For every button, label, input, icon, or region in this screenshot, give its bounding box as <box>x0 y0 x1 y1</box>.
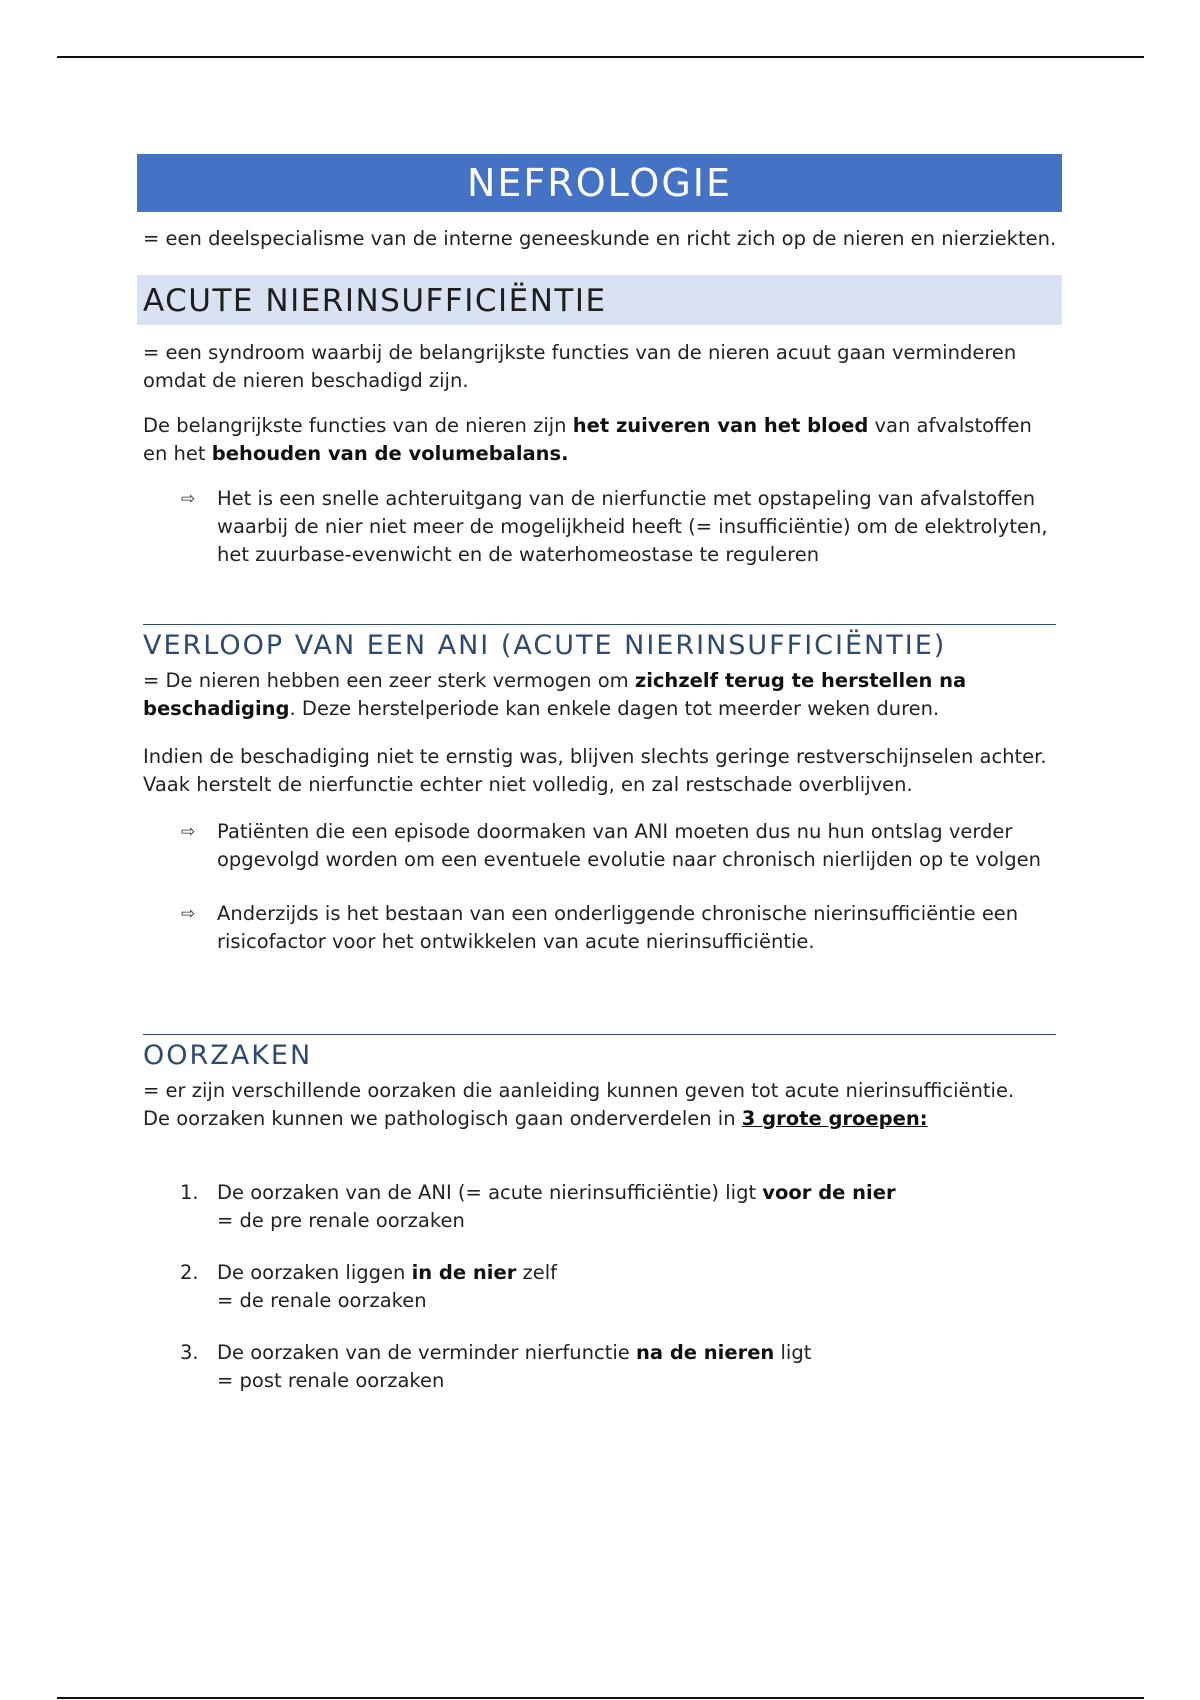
bold-volume-balance: behouden van de volumebalans. <box>211 442 569 465</box>
arrow-right-outline-icon: ⇨ <box>181 489 196 509</box>
arrow-list-item: ⇨ Patiënten die een episode doormaken van ANI moeten dus nu hun ontslag verder opgevolgd worden om een eventuele evolutie naar chronisch nierlijden op te volgen <box>181 818 1062 874</box>
verloop-paragraph-2: Indien de beschadiging niet te ernstig was, blijven slechts geringe restverschijnselen achter. Vaak herstelt de nierfunctie echter niet volledig, en zal restschade overblijven. <box>143 745 1047 796</box>
bold-self-repair: zichzelf terug te herstellen na beschadiging <box>143 669 967 720</box>
arrow-list-item: ⇨ Het is een snelle achteruitgang van de nierfunctie met opstapeling van afvalstoffen waarbij de nier niet meer de mogelijkheid heeft (= insufficiëntie) om de elektrolyten, het zuurbase-evenwicht en de waterhomeostase te reguleren <box>181 485 1062 569</box>
top-page-rule <box>57 56 1144 58</box>
list-number: 2. <box>180 1261 199 1284</box>
bold-three-groups: 3 grote groepen: <box>741 1107 928 1130</box>
section-heading-acute: ACUTE NIERINSUFFICIËNTIE <box>137 275 1062 325</box>
numbered-list-item: 3. De oorzaken van de verminder nierfunctie na de nieren ligt = post renale oorzaken <box>180 1339 1062 1395</box>
bold-purify-blood: het zuiveren van het bloed <box>572 414 869 437</box>
section-heading-verloop: VERLOOP VAN EEN ANI (ACUTE NIERINSUFFICIËNTIE) <box>143 624 1056 663</box>
arrow-right-outline-icon: ⇨ <box>181 904 196 924</box>
arrow-list-item: ⇨ Anderzijds is het bestaan van een onderliggende chronische nierinsufficiëntie een risicofactor voor het ontwikkelen van acute nierinsufficiëntie. <box>181 900 1062 956</box>
list-number: 3. <box>180 1341 199 1364</box>
intro-paragraph: = een deelspecialisme van de interne geneeskunde en richt zich op de nieren en nierziekten. <box>143 227 1057 250</box>
document-title: NEFROLOGIE <box>137 154 1062 212</box>
verloop-paragraph-1: = De nieren hebben een zeer sterk vermogen om zichzelf terug te herstellen na beschadiging. Deze herstelperiode kan enkele dagen tot meerder weken duren. <box>143 669 967 720</box>
section-heading-oorzaken: OORZAKEN <box>143 1034 1056 1073</box>
document-body <box>137 154 1062 1395</box>
numbered-list-item: 2. De oorzaken liggen in de nier zelf = de renale oorzaken <box>180 1259 1062 1315</box>
oorzaken-paragraph-1: = er zijn verschillende oorzaken die aanleiding kunnen geven tot acute nierinsufficiëntie. <box>143 1079 1015 1102</box>
arrow-right-outline-icon: ⇨ <box>181 822 196 842</box>
bottom-page-rule <box>57 1697 1144 1699</box>
kidney-functions-paragraph: De belangrijkste functies van de nieren zijn het zuiveren van het bloed van afvalstoffen en het behouden van de volumebalans. <box>143 414 1032 465</box>
acute-definition: = een syndroom waarbij de belangrijkste functies van de nieren acuut gaan verminderen omdat de nieren beschadigd zijn. <box>143 341 1017 392</box>
oorzaken-paragraph-2: De oorzaken kunnen we pathologisch gaan onderverdelen in 3 grote groepen: <box>143 1107 928 1130</box>
list-number: 1. <box>180 1181 199 1204</box>
numbered-list-item: 1. De oorzaken van de ANI (= acute nierinsufficiëntie) ligt voor de nier = de pre renale oorzaken <box>180 1179 1062 1235</box>
